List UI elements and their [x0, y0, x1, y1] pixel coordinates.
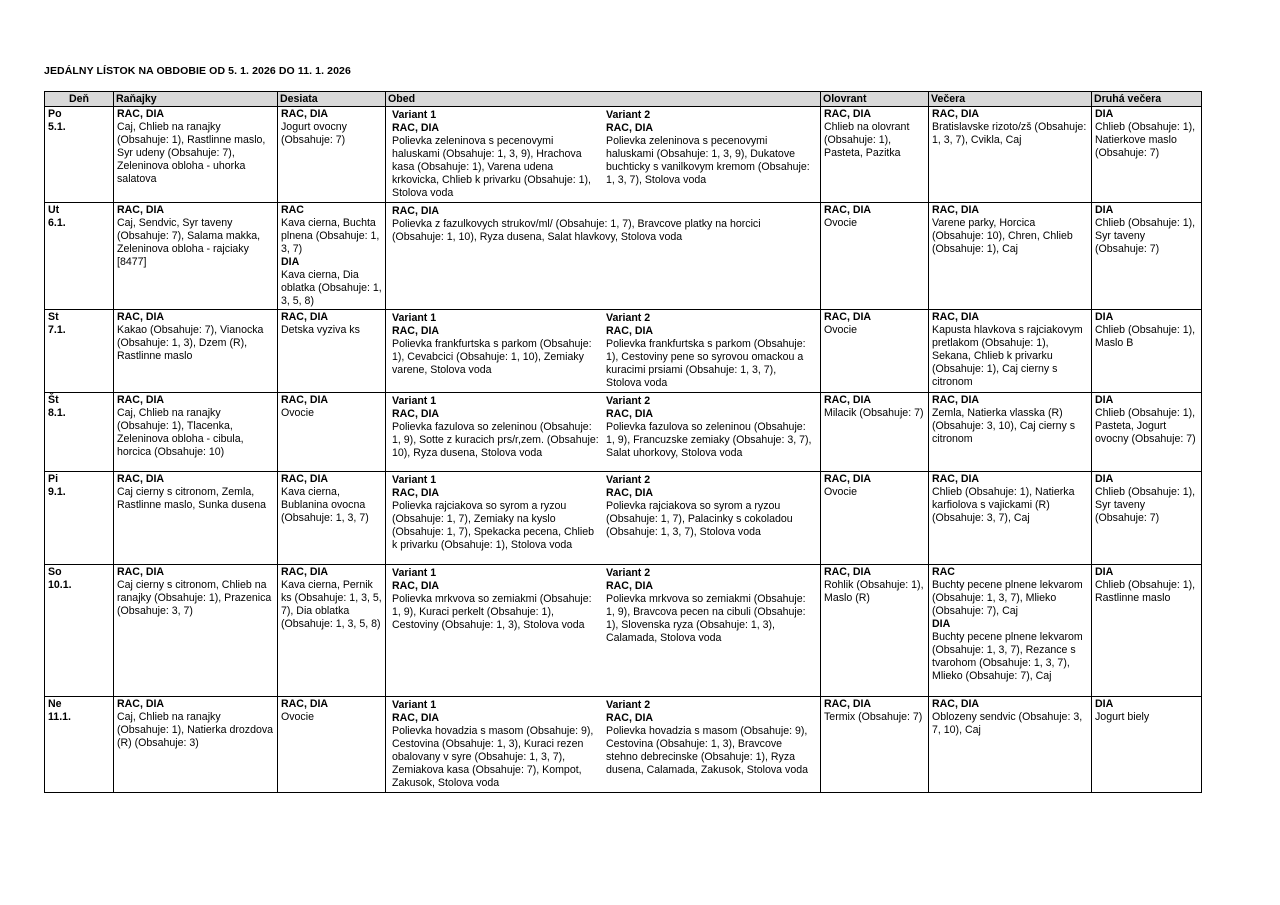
- menu-row-2: [45, 203, 1202, 310]
- ranajky-cell: [114, 472, 278, 565]
- ranajky-block: [117, 566, 274, 618]
- header-druha-vecera: Druhá večera: [1092, 92, 1202, 107]
- variant-2-diet-label: RAC, DIA: [606, 408, 654, 420]
- desiata-diet-label: RAC, DIA: [281, 698, 329, 710]
- druha-vecera-items: Chlieb (Obsahuje: 1), Maslo B: [1095, 324, 1196, 349]
- olovrant-cell: [821, 203, 929, 310]
- ranajky-cell: [114, 393, 278, 472]
- olovrant-cell: [821, 472, 929, 565]
- vecera-cell: [929, 107, 1092, 203]
- ranajky-block: [117, 311, 274, 363]
- desiata-block: [281, 394, 382, 420]
- variant-1-items: Polievka rajciakova so syrom a ryzou (Obsahuje: 1, 7), Zemiaky na kyslo (Obsahuje: 1, 7), Spekacka pecena, Chlieb k privarku (Obsahuje: 1), Stolova voda: [392, 500, 594, 551]
- vecera-items: Buchty pecene plnene lekvarom (Obsahuje: 1, 3, 7), Mlieko (Obsahuje: 7), Caj: [932, 579, 1083, 617]
- day-date: 6.1.: [48, 217, 66, 229]
- menu-table: [44, 91, 1202, 793]
- day-cell: [45, 203, 114, 310]
- vecera-block: [932, 618, 1088, 683]
- vecera-cell: [929, 203, 1092, 310]
- obed-variant-2: [603, 394, 817, 461]
- desiata-items: Kava cierna, Pernik ks (Obsahuje: 1, 3, 5, 7), Dia oblatka (Obsahuje: 1, 3, 5, 8): [281, 579, 382, 630]
- obed-cell: [386, 107, 821, 203]
- variant-1-items: Polievka fazulova so zeleninou (Obsahuje: 1, 9), Sotte z kuracich prs/r,zem. (Obsahuje: 10), Ryza dusena, Stolova voda: [392, 421, 599, 459]
- vecera-items: Zemla, Natierka vlasska (R) (Obsahuje: 3, 10), Caj cierny s citronom: [932, 407, 1076, 445]
- vecera-cell: [929, 697, 1092, 793]
- ranajky-cell: [114, 310, 278, 393]
- menu-row-1: [45, 107, 1202, 203]
- vecera-cell: [929, 565, 1092, 697]
- menu-row-3: [45, 310, 1202, 393]
- druha-vecera-diet-label: DIA: [1095, 566, 1114, 578]
- druha-vecera-block: [1095, 566, 1198, 605]
- desiata-items: Detska vyziva ks: [281, 324, 360, 336]
- vecera-diet-label: RAC, DIA: [932, 394, 980, 406]
- druha-vecera-block: [1095, 108, 1198, 160]
- variant-2-label: Variant 2: [606, 312, 651, 324]
- druha-vecera-items: Chlieb (Obsahuje: 1), Syr taveny (Obsahuje: 7): [1095, 217, 1196, 255]
- vecera-diet-label: RAC, DIA: [932, 204, 980, 216]
- vecera-diet-label: RAC, DIA: [932, 108, 980, 120]
- desiata-diet-label: RAC, DIA: [281, 473, 329, 485]
- obed-variant-1: [389, 108, 603, 201]
- desiata-diet-label: RAC, DIA: [281, 108, 329, 120]
- ranajky-diet-label: RAC, DIA: [117, 566, 165, 578]
- obed-cell: [386, 472, 821, 565]
- header-desiata: Desiata: [278, 92, 386, 107]
- variant-1-diet-label: RAC, DIA: [392, 122, 440, 134]
- obed-variant-1: [389, 698, 603, 791]
- vecera-items: Kapusta hlavkova s rajciakovym pretlakom (Obsahuje: 1), Sekana, Chlieb k privarku (Obsahuje: 1), Caj cierny s citronom: [932, 324, 1083, 388]
- olovrant-block: [824, 394, 925, 420]
- variant-1-label: Variant 1: [392, 312, 437, 324]
- obed-cell: [386, 393, 821, 472]
- ranajky-items: Caj, Chlieb na ranajky (Obsahuje: 1), Rastlinne maslo, Syr udeny (Obsahuje: 7), Zeleninova obloha - uhorka salatova: [117, 121, 266, 185]
- vecera-items: Buchty pecene plnene lekvarom (Obsahuje: 1, 3, 7), Rezance s tvarohom (Obsahuje: 1, 3, 7), Mlieko (Obsahuje: 7), Caj: [932, 631, 1083, 682]
- obed-variant-2: [603, 108, 817, 201]
- desiata-diet-label: RAC, DIA: [281, 566, 329, 578]
- variant-2-diet-label: RAC, DIA: [606, 325, 654, 337]
- menu-row-5: [45, 472, 1202, 565]
- vecera-cell: [929, 310, 1092, 393]
- header-obed: Obed: [386, 92, 821, 107]
- variant-2-items: Polievka fazulova so zeleninou (Obsahuje: 1, 9), Francuzske zemiaky (Obsahuje: 3, 7), Salat uhorkovy, Stolova voda: [606, 421, 812, 459]
- druha-vecera-cell: [1092, 472, 1202, 565]
- obed-variants: [389, 566, 817, 646]
- ranajky-diet-label: RAC, DIA: [117, 204, 165, 216]
- desiata-block: [281, 108, 382, 147]
- ranajky-block: [117, 394, 274, 459]
- variant-1-label: Variant 1: [392, 699, 437, 711]
- variant-1-items: Polievka hovadzia s masom (Obsahuje: 9), Cestovina (Obsahuje: 1, 3), Kuraci rezen obalovany v syre (Obsahuje: 1, 3, 7), Zemiakova kasa (Obsahuje: 7), Kompot, Zakusok, Stolova voda: [392, 725, 594, 789]
- variant-2-diet-label: RAC, DIA: [606, 712, 654, 724]
- druha-vecera-items: Chlieb (Obsahuje: 1), Natierkove maslo (Obsahuje: 7): [1095, 121, 1196, 159]
- olovrant-diet-label: RAC, DIA: [824, 394, 872, 406]
- variant-2-items: Polievka frankfurtska s parkom (Obsahuje: 1), Cestoviny pene so syrovou omackou a kuracimi prsiami (Obsahuje: 1, 3, 7), Stolova voda: [606, 338, 806, 389]
- vecera-block: [932, 394, 1088, 446]
- druha-vecera-diet-label: DIA: [1095, 473, 1114, 485]
- olovrant-items: Ovocie: [824, 486, 857, 498]
- desiata-cell: [278, 203, 386, 310]
- obed-variants: [389, 698, 817, 791]
- vecera-block: [932, 108, 1088, 147]
- vecera-diet-label: DIA: [932, 618, 951, 630]
- ranajky-items: Kakao (Obsahuje: 7), Vianocka (Obsahuje: 1, 3), Dzem (R), Rastlinne maslo: [117, 324, 264, 362]
- vecera-diet-label: RAC, DIA: [932, 473, 980, 485]
- day-date: 11.1.: [48, 711, 71, 723]
- desiata-cell: [278, 472, 386, 565]
- druha-vecera-block: [1095, 204, 1198, 256]
- variant-2-items: Polievka hovadzia s masom (Obsahuje: 9), Cestovina (Obsahuje: 1, 3), Bravcove stehno debrecinske (Obsahuje: 1), Ryza dusena, Calamada, Zakusok, Stolova voda: [606, 725, 808, 776]
- obed-variant-1: [389, 566, 603, 646]
- header-vecera: Večera: [929, 92, 1092, 107]
- vecera-items: Varene parky, Horcica (Obsahuje: 10), Chren, Chlieb (Obsahuje: 1), Caj: [932, 217, 1073, 255]
- variant-1-diet-label: RAC, DIA: [392, 487, 440, 499]
- olovrant-block: [824, 473, 925, 499]
- desiata-diet-label: DIA: [281, 256, 300, 268]
- olovrant-items: Milacik (Obsahuje: 7): [824, 407, 924, 419]
- druha-vecera-items: Chlieb (Obsahuje: 1), Rastlinne maslo: [1095, 579, 1196, 604]
- header-olovrant: Olovrant: [821, 92, 929, 107]
- vecera-block: [932, 566, 1088, 618]
- day-date: 5.1.: [48, 121, 66, 133]
- day-date: 9.1.: [48, 486, 66, 498]
- variant-1-diet-label: RAC, DIA: [392, 408, 440, 420]
- druha-vecera-block: [1095, 311, 1198, 350]
- olovrant-block: [824, 108, 925, 160]
- desiata-items: Ovocie: [281, 407, 314, 419]
- olovrant-block: [824, 698, 925, 724]
- olovrant-block: [824, 204, 925, 230]
- ranajky-cell: [114, 565, 278, 697]
- obed-variants: [389, 311, 817, 391]
- obed-variant-2: [603, 698, 817, 791]
- druha-vecera-cell: [1092, 393, 1202, 472]
- druha-vecera-cell: [1092, 107, 1202, 203]
- druha-vecera-block: [1095, 394, 1198, 446]
- druha-vecera-diet-label: DIA: [1095, 311, 1114, 323]
- variant-2-diet-label: RAC, DIA: [606, 487, 654, 499]
- day-cell: [45, 310, 114, 393]
- ranajky-diet-label: RAC, DIA: [117, 473, 165, 485]
- obed-cell: [386, 310, 821, 393]
- obed-variant-1: [389, 394, 603, 461]
- vecera-cell: [929, 393, 1092, 472]
- desiata-block: [281, 566, 382, 631]
- olovrant-diet-label: RAC, DIA: [824, 473, 872, 485]
- day-cell: [45, 107, 114, 203]
- day-name: So: [48, 566, 62, 578]
- obed-cell: [386, 203, 821, 310]
- variant-2-items: Polievka mrkvova so zemiakmi (Obsahuje: 1, 9), Bravcova pecen na cibuli (Obsahuje: 1), Slovenska ryza (Obsahuje: 1, 3), Calamada, Stolova voda: [606, 593, 806, 644]
- olovrant-diet-label: RAC, DIA: [824, 698, 872, 710]
- olovrant-cell: [821, 107, 929, 203]
- variant-2-label: Variant 2: [606, 395, 651, 407]
- druha-vecera-block: [1095, 473, 1198, 525]
- desiata-cell: [278, 107, 386, 203]
- obed-cell: [386, 565, 821, 697]
- ranajky-block: [117, 698, 274, 750]
- olovrant-block: [824, 311, 925, 337]
- olovrant-items: Rohlik (Obsahuje: 1), Maslo (R): [824, 579, 924, 604]
- ranajky-cell: [114, 107, 278, 203]
- variant-1-items: Polievka mrkvova so zemiakmi (Obsahuje: 1, 9), Kuraci perkelt (Obsahuje: 1), Cestoviny (Obsahuje: 1, 3), Stolova voda: [392, 593, 592, 631]
- variant-1-diet-label: RAC, DIA: [392, 325, 440, 337]
- olovrant-cell: [821, 565, 929, 697]
- desiata-block: [281, 698, 382, 724]
- menu-row-6: [45, 565, 1202, 697]
- obed-block: [389, 204, 817, 245]
- variant-2-label: Variant 2: [606, 699, 651, 711]
- vecera-block: [932, 311, 1088, 389]
- vecera-items: Oblozeny sendvic (Obsahuje: 3, 7, 10), Caj: [932, 711, 1083, 736]
- druha-vecera-items: Chlieb (Obsahuje: 1), Pasteta, Jogurt ovocny (Obsahuje: 7): [1095, 407, 1196, 445]
- variant-1-items: Polievka frankfurtska s parkom (Obsahuje: 1), Cevabcici (Obsahuje: 1, 10), Zemiaky varene, Stolova voda: [392, 338, 592, 376]
- vecera-items: Chlieb (Obsahuje: 1), Natierka karfiolova s vajickami (R) (Obsahuje: 3, 7), Caj: [932, 486, 1075, 524]
- druha-vecera-items: Chlieb (Obsahuje: 1), Syr taveny (Obsahuje: 7): [1095, 486, 1196, 524]
- ranajky-diet-label: RAC, DIA: [117, 108, 165, 120]
- variant-1-label: Variant 1: [392, 109, 437, 121]
- ranajky-cell: [114, 203, 278, 310]
- olovrant-diet-label: RAC, DIA: [824, 108, 872, 120]
- olovrant-diet-label: RAC, DIA: [824, 311, 872, 323]
- druha-vecera-diet-label: DIA: [1095, 108, 1114, 120]
- obed-variants: [389, 394, 817, 461]
- variant-2-diet-label: RAC, DIA: [606, 122, 654, 134]
- ranajky-items: Caj cierny s citronom, Zemla, Rastlinne maslo, Sunka dusena: [117, 486, 266, 511]
- day-name: Ut: [48, 204, 60, 216]
- obed-variant-1: [389, 473, 603, 553]
- header-ranajky: Raňajky: [114, 92, 278, 107]
- day-date: 7.1.: [48, 324, 66, 336]
- ranajky-block: [117, 204, 274, 269]
- variant-1-label: Variant 1: [392, 395, 437, 407]
- obed-variants: [389, 108, 817, 201]
- variant-2-label: Variant 2: [606, 109, 651, 121]
- day-cell: [45, 565, 114, 697]
- ranajky-block: [117, 108, 274, 186]
- desiata-block: [281, 311, 382, 337]
- olovrant-items: Termix (Obsahuje: 7): [824, 711, 923, 723]
- desiata-block: [281, 473, 382, 525]
- variant-1-diet-label: RAC, DIA: [392, 712, 440, 724]
- ranajky-cell: [114, 697, 278, 793]
- menu-row-7: [45, 697, 1202, 793]
- variant-2-items: Polievka rajciakova so syrom a ryzou (Obsahuje: 1, 7), Palacinky s cokoladou (Obsahuje: 1, 3, 7), Stolova voda: [606, 500, 793, 538]
- desiata-diet-label: RAC: [281, 204, 304, 216]
- druha-vecera-diet-label: DIA: [1095, 394, 1114, 406]
- ranajky-diet-label: RAC, DIA: [117, 394, 165, 406]
- druha-vecera-diet-label: DIA: [1095, 204, 1114, 216]
- desiata-items: Kava cierna, Bublanina ovocna (Obsahuje: 1, 3, 7): [281, 486, 369, 524]
- day-name: St: [48, 311, 59, 323]
- variant-1-items: Polievka zeleninova s pecenovymi haluskami (Obsahuje: 1, 3, 9), Hrachova kasa (Obsahuje: 1), Varena udena krkovicka, Chlieb k privarku (Obsahuje: 1), Stolova voda: [392, 135, 592, 199]
- olovrant-diet-label: RAC, DIA: [824, 566, 872, 578]
- olovrant-items: Ovocie: [824, 217, 857, 229]
- olovrant-block: [824, 566, 925, 605]
- desiata-cell: [278, 697, 386, 793]
- desiata-items: Ovocie: [281, 711, 314, 723]
- variant-1-label: Variant 1: [392, 474, 437, 486]
- desiata-items: Kava cierna, Dia oblatka (Obsahuje: 1, 3, 5, 8): [281, 269, 382, 307]
- desiata-diet-label: RAC, DIA: [281, 394, 329, 406]
- desiata-items: Jogurt ovocny (Obsahuje: 7): [281, 121, 347, 146]
- desiata-diet-label: RAC, DIA: [281, 311, 329, 323]
- menu-row-4: [45, 393, 1202, 472]
- ranajky-items: Caj, Sendvic, Syr taveny (Obsahuje: 7), Salama makka, Zeleninova obloha - rajciaky [8477]: [117, 217, 261, 268]
- obed-items: Polievka z fazulkovych strukov/ml/ (Obsahuje: 1, 7), Bravcove platky na horcici (Obsahuje: 1, 10), Ryza dusena, Salat hlavkovy, Stolova voda: [392, 218, 761, 243]
- vecera-diet-label: RAC, DIA: [932, 311, 980, 323]
- ranajky-diet-label: RAC, DIA: [117, 311, 165, 323]
- day-date: 8.1.: [48, 407, 66, 419]
- vecera-diet-label: RAC, DIA: [932, 698, 980, 710]
- obed-variant-2: [603, 566, 817, 646]
- obed-cell: [386, 697, 821, 793]
- menu-body: [45, 107, 1202, 793]
- vecera-block: [932, 204, 1088, 256]
- druha-vecera-cell: [1092, 203, 1202, 310]
- obed-variants: [389, 473, 817, 553]
- desiata-cell: [278, 310, 386, 393]
- olovrant-items: Ovocie: [824, 324, 857, 336]
- vecera-block: [932, 473, 1088, 525]
- druha-vecera-cell: [1092, 565, 1202, 697]
- variant-2-diet-label: RAC, DIA: [606, 580, 654, 592]
- variant-2-label: Variant 2: [606, 567, 651, 579]
- olovrant-diet-label: RAC, DIA: [824, 204, 872, 216]
- desiata-block: [281, 256, 382, 308]
- desiata-block: [281, 204, 382, 256]
- desiata-cell: [278, 565, 386, 697]
- obed-variant-1: [389, 311, 603, 391]
- day-name: Ne: [48, 698, 62, 710]
- day-date: 10.1.: [48, 579, 72, 591]
- vecera-items: Bratislavske rizoto/zš (Obsahuje: 1, 3, 7), Cvikla, Caj: [932, 121, 1087, 146]
- day-cell: [45, 697, 114, 793]
- document-title: JEDÁLNY LÍSTOK NA OBDOBIE OD 5. 1. 2026 DO 11. 1. 2026: [44, 65, 351, 77]
- druha-vecera-block: [1095, 698, 1198, 724]
- druha-vecera-diet-label: DIA: [1095, 698, 1114, 710]
- ranajky-items: Caj, Chlieb na ranajky (Obsahuje: 1), Tlacenka, Zeleninova obloha - cibula, horcica (Obsahuje: 10): [117, 407, 244, 458]
- druha-vecera-cell: [1092, 697, 1202, 793]
- vecera-block: [932, 698, 1088, 737]
- ranajky-diet-label: RAC, DIA: [117, 698, 165, 710]
- druha-vecera-cell: [1092, 310, 1202, 393]
- day-name: Pi: [48, 473, 59, 485]
- olovrant-items: Chlieb na olovrant (Obsahuje: 1), Pasteta, Pazitka: [824, 121, 910, 159]
- olovrant-cell: [821, 310, 929, 393]
- day-cell: [45, 393, 114, 472]
- variant-1-label: Variant 1: [392, 567, 437, 579]
- druha-vecera-items: Jogurt biely: [1095, 711, 1150, 723]
- day-name: Po: [48, 108, 62, 120]
- desiata-items: Kava cierna, Buchta plnena (Obsahuje: 1, 3, 7): [281, 217, 380, 255]
- header-row: [45, 92, 1202, 107]
- variant-1-diet-label: RAC, DIA: [392, 580, 440, 592]
- day-cell: [45, 472, 114, 565]
- ranajky-items: Caj, Chlieb na ranajky (Obsahuje: 1), Natierka drozdova (R) (Obsahuje: 3): [117, 711, 274, 749]
- vecera-cell: [929, 472, 1092, 565]
- obed-variant-2: [603, 473, 817, 553]
- variant-2-label: Variant 2: [606, 474, 651, 486]
- desiata-cell: [278, 393, 386, 472]
- vecera-diet-label: RAC: [932, 566, 955, 578]
- olovrant-cell: [821, 697, 929, 793]
- day-name: Št: [48, 394, 59, 406]
- header-day: Deň: [45, 92, 114, 107]
- variant-2-items: Polievka zeleninova s pecenovymi haluskami (Obsahuje: 1, 3, 9), Dukatove buchticky s vanilkovym kremom (Obsahuje: 1, 3, 7), Stolova voda: [606, 135, 810, 186]
- obed-diet-label: RAC, DIA: [392, 205, 440, 217]
- obed-variant-2: [603, 311, 817, 391]
- ranajky-items: Caj cierny s citronom, Chlieb na ranajky (Obsahuje: 1), Prazenica (Obsahuje: 3, 7): [117, 579, 272, 617]
- ranajky-block: [117, 473, 274, 512]
- olovrant-cell: [821, 393, 929, 472]
